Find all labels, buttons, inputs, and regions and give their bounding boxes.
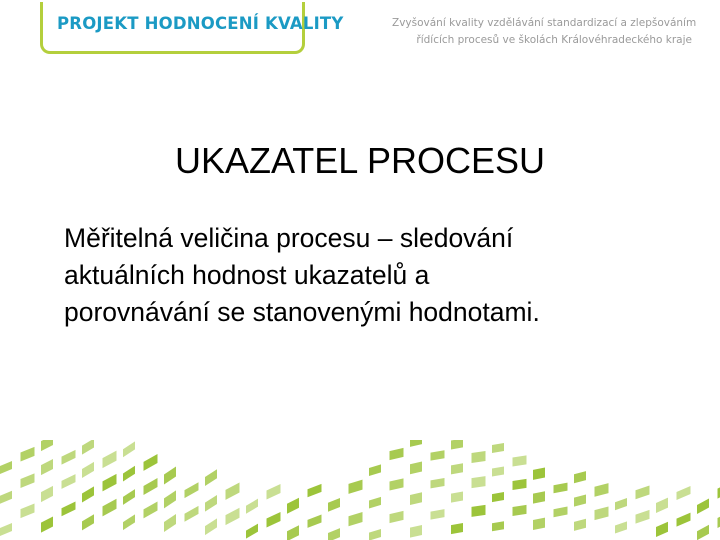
header-tagline xyxy=(392,15,697,49)
decorative-tile xyxy=(0,523,12,536)
decorative-tile xyxy=(164,514,176,532)
decorative-tile xyxy=(226,508,240,525)
project-logo xyxy=(40,2,344,54)
decorative-tile xyxy=(472,505,486,517)
decorative-tile xyxy=(410,525,422,538)
decorative-tile xyxy=(451,491,463,502)
decorative-tile xyxy=(451,523,463,534)
decorative-tile xyxy=(246,524,258,539)
decorative-tile xyxy=(226,482,240,499)
decorative-tile xyxy=(697,525,709,540)
decorative-tile xyxy=(431,509,445,519)
decorative-tile xyxy=(0,461,12,474)
decorative-tile xyxy=(205,518,217,535)
decorative-tile xyxy=(144,478,158,495)
decorative-tile xyxy=(205,495,217,512)
decorative-tile xyxy=(41,486,53,502)
decorative-tile xyxy=(554,483,568,494)
decorative-tile xyxy=(267,512,281,528)
decorative-tile xyxy=(123,514,135,530)
decorative-tile xyxy=(287,498,299,514)
decorative-tile xyxy=(390,478,404,490)
decorative-tile xyxy=(595,506,609,520)
decorative-tile xyxy=(287,525,299,540)
decorative-tile xyxy=(615,521,627,533)
decorative-tile xyxy=(369,497,381,509)
decorative-tile xyxy=(410,492,422,505)
decorative-tile xyxy=(41,459,53,475)
decorative-tile xyxy=(451,463,463,474)
decorative-tile xyxy=(123,489,135,505)
decorative-tile xyxy=(369,464,381,476)
decorative-tile xyxy=(82,440,94,455)
decorative-tile xyxy=(492,443,504,453)
decorative-tile xyxy=(82,514,94,530)
decorative-tile xyxy=(513,505,527,516)
decorative-tile xyxy=(677,513,691,527)
decorative-tile xyxy=(533,518,545,530)
decorative-tile xyxy=(636,510,650,524)
slide-body xyxy=(64,220,694,331)
decorative-tile xyxy=(41,516,53,532)
slide-title: UKAZATEL PROCESU xyxy=(174,140,546,181)
decorative-tile xyxy=(144,501,158,518)
body-line-2: aktuálních hodnost ukazatelů a xyxy=(64,260,430,290)
decorative-tile xyxy=(492,521,504,531)
decorative-tile xyxy=(492,466,504,476)
decorative-tile xyxy=(82,462,94,478)
decorative-tile xyxy=(533,468,545,480)
decorative-tile xyxy=(636,486,650,500)
decorative-tile xyxy=(103,499,117,517)
logo-text: PROJEKT HODNOCENÍ KVALITY xyxy=(57,14,344,33)
decorative-tile xyxy=(697,499,709,514)
decorative-tile xyxy=(123,441,135,457)
decorative-tile xyxy=(349,512,363,526)
decorative-tile xyxy=(21,447,35,462)
decorative-tile xyxy=(369,529,381,540)
decorative-tile xyxy=(267,484,281,500)
decorative-tile xyxy=(677,486,691,500)
decorative-tile xyxy=(205,469,217,486)
decorative-tile xyxy=(656,522,668,537)
decorative-tile xyxy=(574,495,586,507)
decorative-tile xyxy=(123,466,135,482)
decorative-tile xyxy=(390,511,404,523)
decorative-wave-pattern xyxy=(0,440,720,540)
decorative-tile xyxy=(513,479,527,490)
decorative-tile xyxy=(62,450,76,465)
decorative-tile xyxy=(62,474,76,489)
decorative-tile xyxy=(513,455,527,466)
decorative-tile xyxy=(308,514,322,527)
tagline-line-1: Zvyšování kvality vzdělávání standardizací a zlepšováním xyxy=(392,17,697,29)
decorative-tile xyxy=(574,519,586,531)
decorative-tile xyxy=(431,478,445,488)
decorative-tile xyxy=(554,507,568,518)
decorative-tile xyxy=(308,484,322,497)
decorative-tile xyxy=(472,476,486,488)
tagline-line-2: řídících procesů ve školách Královéhradeckého kraje xyxy=(416,34,692,46)
decorative-tile xyxy=(615,498,627,510)
decorative-tile xyxy=(164,467,176,485)
decorative-tile xyxy=(472,451,486,463)
decorative-tile xyxy=(164,490,176,508)
body-line-1: Měřitelná veličina procesu – sledování xyxy=(64,223,514,253)
decorative-tile xyxy=(533,491,545,503)
decorative-tile xyxy=(103,474,117,492)
decorative-tile xyxy=(328,498,340,512)
body-line-3: porovnávání se stanovenými hodnotami. xyxy=(64,297,540,327)
decorative-tile xyxy=(62,502,76,517)
decorative-tile xyxy=(390,448,404,460)
decorative-tile xyxy=(21,473,35,488)
decorative-tile xyxy=(103,451,117,469)
decorative-tile xyxy=(185,506,199,522)
decorative-tile xyxy=(21,504,35,519)
decorative-tile xyxy=(492,492,504,502)
decorative-tile xyxy=(574,471,586,483)
decorative-tile xyxy=(410,461,422,474)
decorative-tile xyxy=(431,450,445,460)
decorative-tile xyxy=(410,440,422,447)
decorative-tile xyxy=(0,491,12,504)
decorative-tile xyxy=(185,482,199,498)
decorative-tile xyxy=(82,486,94,502)
decorative-tile xyxy=(349,480,363,494)
decorative-tile xyxy=(41,440,53,451)
decorative-tile xyxy=(451,440,463,450)
decorative-tile xyxy=(595,483,609,497)
decorative-tile xyxy=(144,454,158,471)
decorative-tile xyxy=(656,498,668,513)
decorative-tile xyxy=(246,499,258,514)
decorative-tile xyxy=(328,528,340,540)
